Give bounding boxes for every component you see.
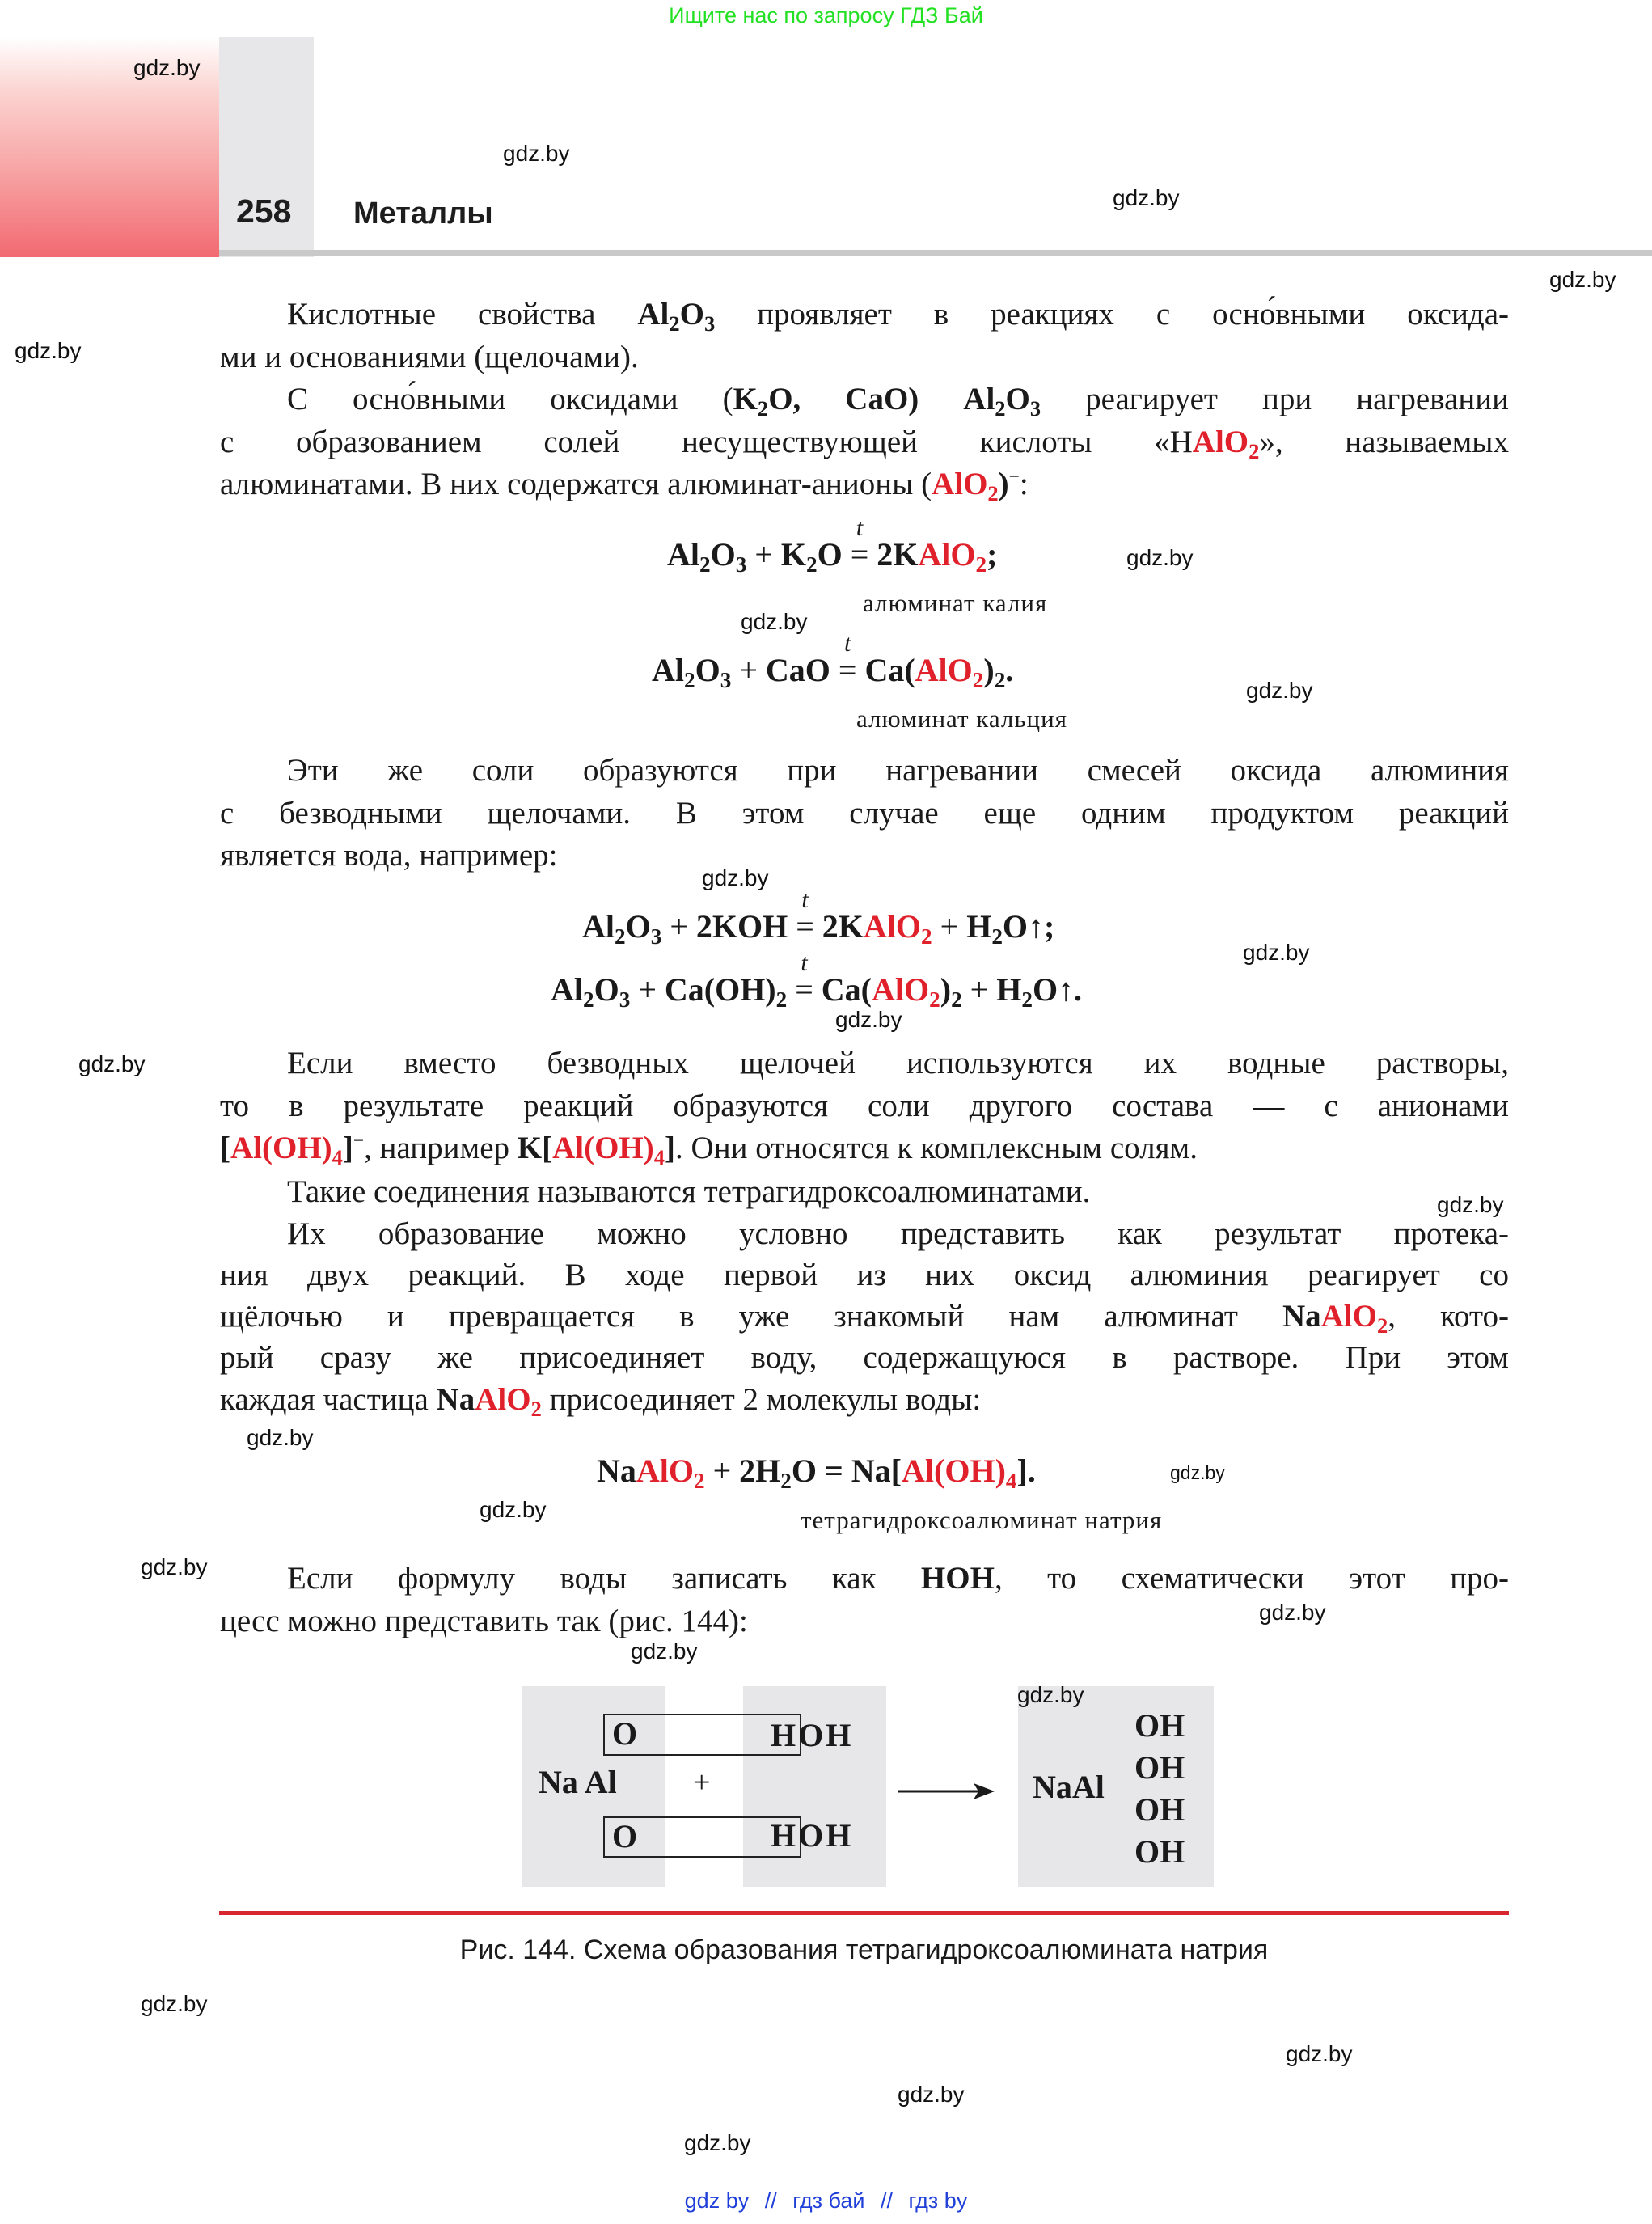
paragraph-line: то в результате реакций образуются соли другого состава — с анионами: [220, 1089, 1509, 1123]
watermark: gdz.by: [480, 1497, 547, 1522]
paragraph-line: Эти же соли образуются при нагревании смесей оксида алюминия: [287, 753, 1509, 788]
equation-potassium-aluminate: $Al_2O_3 + K_2O$ = t 2KAlO$_2$;: [667, 514, 998, 577]
equation-label: тетрагидроксоалюминат натрия: [801, 1506, 1163, 1534]
equation-caoh2: $Al_2O_3 + Ca(OH)_2$ = t $Ca(AlO_2)_2$ + $H_2O↑$.: [551, 949, 1083, 1013]
figure-plus: +: [693, 1765, 711, 1799]
watermark: gdz.by: [15, 338, 82, 363]
watermark: gdz.by: [1243, 940, 1310, 965]
watermark: gdz.by: [835, 1007, 902, 1032]
watermark: gdz.by: [1246, 678, 1313, 703]
figure-caption: Рис. 144. Схема образования тетрагидроксоалюмината натрия: [459, 1934, 1269, 1965]
equation-koh: $Al_2O_3 + 2KOH$ = t 2KAlO$_2$ + $H_2O↑$;: [582, 886, 1055, 949]
paragraph-line: рый сразу же присоединяет воду, содержащуюся в растворе. При этом: [220, 1340, 1509, 1375]
figure-reactant-core: Na Al: [539, 1764, 617, 1800]
watermark: gdz.by: [684, 2130, 751, 2155]
paragraph-line: ми и основаниями (щелочами).: [220, 340, 639, 374]
watermark: gdz.by: [1259, 1600, 1326, 1625]
figure-hydroxyl: OH: [1134, 1833, 1185, 1870]
figure-water-bottom: HOH: [771, 1817, 854, 1854]
equation-label: алюминат кальция: [856, 704, 1067, 733]
footer-link-gdz-by-cyr[interactable]: гдз by: [908, 2188, 968, 2213]
paragraph-line: Такие соединения называются тетрагидроксоалюминатами.: [287, 1174, 1091, 1209]
heat-condition: = t: [796, 886, 814, 945]
figure-oxygen-top: O: [612, 1715, 638, 1752]
figure-hydroxyl: OH: [1134, 1707, 1185, 1744]
watermark: gdz.by: [702, 865, 769, 890]
paragraph-line: щёлочью и превращается в уже знакомый нам алюминат NaAlO$_2$, кото-: [220, 1299, 1509, 1338]
watermark: gdz.by: [1549, 267, 1616, 292]
footer-separator: //: [764, 2188, 777, 2213]
heat-condition: = t: [838, 630, 857, 688]
heat-condition: = t: [850, 514, 869, 573]
figure-caption-rule: [219, 1911, 1509, 1915]
watermark: gdz.by: [503, 141, 570, 166]
watermark: gdz.by: [1437, 1192, 1504, 1217]
figure-oxygen-bottom: O: [612, 1818, 638, 1854]
figure-product-core: NaAl: [1033, 1769, 1105, 1805]
watermark: gdz.by: [1170, 1462, 1225, 1483]
footer-links: [0, 2188, 1652, 2213]
paragraph-line: Если вместо безводных щелочей используются их водные растворы,: [287, 1046, 1509, 1080]
watermark: gdz.by: [1113, 185, 1180, 210]
header-rule: [219, 250, 1652, 256]
paragraph-line: Их образование можно условно представить как результат протека-: [287, 1216, 1509, 1251]
watermark: gdz.by: [78, 1051, 146, 1076]
figure-hydroxyl: OH: [1134, 1791, 1185, 1828]
watermark: gdz.by: [133, 55, 201, 80]
paragraph-line: с образованием солей несуществующей кислоты «НAlO$_2$», называемых: [220, 425, 1509, 463]
figure-hydroxyl: OH: [1134, 1749, 1185, 1786]
equation-calcium-aluminate: $Al_2O_3$ + CaO = t $Ca(AlO_2)_2$.: [652, 630, 1014, 693]
reaction-arrow-icon: [896, 1781, 997, 1802]
paragraph-line: Если формулу воды записать как HOH, то схематически этот про-: [287, 1561, 1509, 1596]
watermark: gdz.by: [741, 609, 808, 634]
watermark: gdz.by: [1017, 1682, 1084, 1707]
paragraph-line: с безводными щелочами. В этом случае еще одним продуктом реакций: [220, 796, 1509, 831]
page-number: 258: [236, 192, 292, 230]
watermark: gdz.by: [141, 1554, 208, 1579]
paragraph-line: Кислотные свойства $Al_2O_3$ проявляет в реакциях с осно́вными оксида-: [287, 297, 1509, 336]
watermark: gdz.by: [247, 1425, 314, 1450]
chapter-title: Металлы: [353, 197, 493, 230]
paragraph-line: каждая частица NaAlO$_2$ присоединяет 2 молекулы воды:: [220, 1382, 982, 1421]
paragraph-line: $[Al(OH)_4]^-$, например $K[Al(OH)_4]$. Они относятся к комплексным солям.: [220, 1130, 1198, 1169]
paragraph-line: цесс можно представить так (рис. 144):: [220, 1604, 748, 1638]
watermark: gdz.by: [631, 1638, 698, 1664]
watermark: gdz.by: [898, 2082, 965, 2107]
footer-link-gdz-by[interactable]: gdz by: [684, 2188, 750, 2213]
paragraph-line: ния двух реакций. В ходе первой из них оксид алюминия реагирует со: [220, 1258, 1509, 1292]
figure-water-top: HOH: [771, 1717, 854, 1753]
equation-sodium-tetrahydroxoaluminate: NaAlO$_2$ + $2H_2O = Na[Al(OH)_4]$.: [597, 1452, 1036, 1494]
paragraph-line: алюминатами. В них содержатся алюминат-анионы (AlO$_2$)−:: [220, 466, 1029, 505]
watermark: gdz.by: [1286, 2041, 1353, 2066]
paragraph-line: С осно́вными оксидами ($K_2O$, CaO) $Al_2O_3$ реагирует при нагревании: [287, 382, 1510, 421]
footer-separator: //: [881, 2188, 894, 2213]
watermark: gdz.by: [141, 1991, 208, 2016]
search-banner: Ищите нас по запросу ГДЗ Бай: [669, 3, 983, 27]
paragraph-line: является вода, например:: [220, 838, 558, 873]
equation-label: алюминат калия: [863, 589, 1048, 617]
watermark: gdz.by: [1126, 545, 1194, 570]
footer-link-gdz-bai[interactable]: гдз бай: [792, 2188, 865, 2213]
heat-condition: = t: [795, 949, 813, 1008]
